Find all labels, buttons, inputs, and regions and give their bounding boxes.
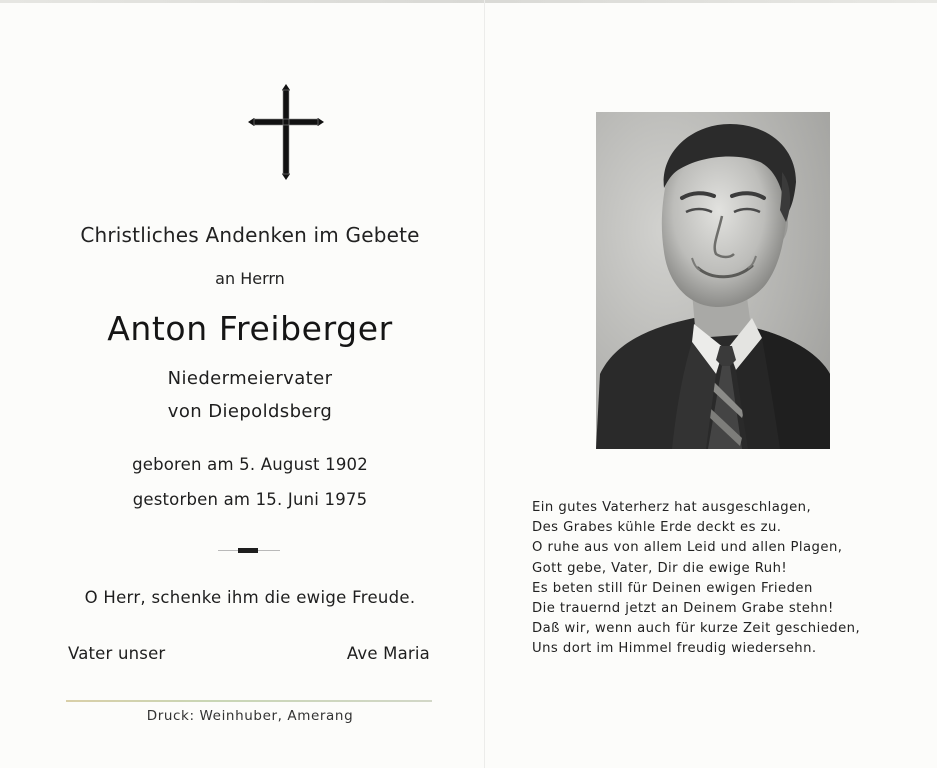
poem-line: O ruhe aus von allem Leid und allen Plagen, (532, 540, 843, 556)
poem-line: Es beten still für Deinen ewigen Frieden (532, 580, 813, 596)
divider-ornament (218, 548, 280, 553)
death-date: gestorben am 15. Juni 1975 (132, 490, 368, 509)
portrait-illustration (596, 112, 830, 449)
birth-date: geboren am 5. August 1902 (132, 455, 368, 474)
memorial-poem (532, 498, 912, 660)
poem-line: Die trauernd jetzt an Deinem Grabe stehn! (532, 601, 834, 617)
footer-rule (66, 700, 432, 702)
blessing-text: O Herr, schenke ihm die ewige Freude. (84, 588, 416, 607)
divider-thick-bar (238, 548, 258, 553)
cross-icon (248, 84, 324, 180)
printer-credit: Druck: Weinhuber, Amerang (146, 708, 354, 724)
prayer-ave-maria: Ave Maria (346, 644, 430, 663)
title-line-1: Niedermeiervater (167, 368, 333, 389)
poem-line: Ein gutes Vaterherz hat ausgeschlagen, (532, 500, 812, 515)
title-line-2: von Diepoldsberg (167, 401, 333, 422)
left-panel (40, 0, 460, 768)
poem-line: Des Grabes kühle Erde deckt es zu. (532, 520, 782, 536)
card-fold-line (484, 0, 485, 768)
poem-line: Gott gebe, Vater, Dir die ewige Ruh! (532, 560, 788, 576)
address-line: an Herrn (215, 269, 285, 288)
prayer-vater-unser: Vater unser (68, 644, 166, 663)
poem-line: Daß wir, wenn auch für kurze Zeit geschieden, (532, 621, 861, 637)
poem-line: Uns dort im Himmel freudig wiedersehn. (532, 641, 817, 657)
deceased-name: Anton Freiberger (107, 309, 393, 348)
card-heading: Christliches Andenken im Gebete (80, 223, 420, 247)
portrait-photo (596, 112, 830, 449)
